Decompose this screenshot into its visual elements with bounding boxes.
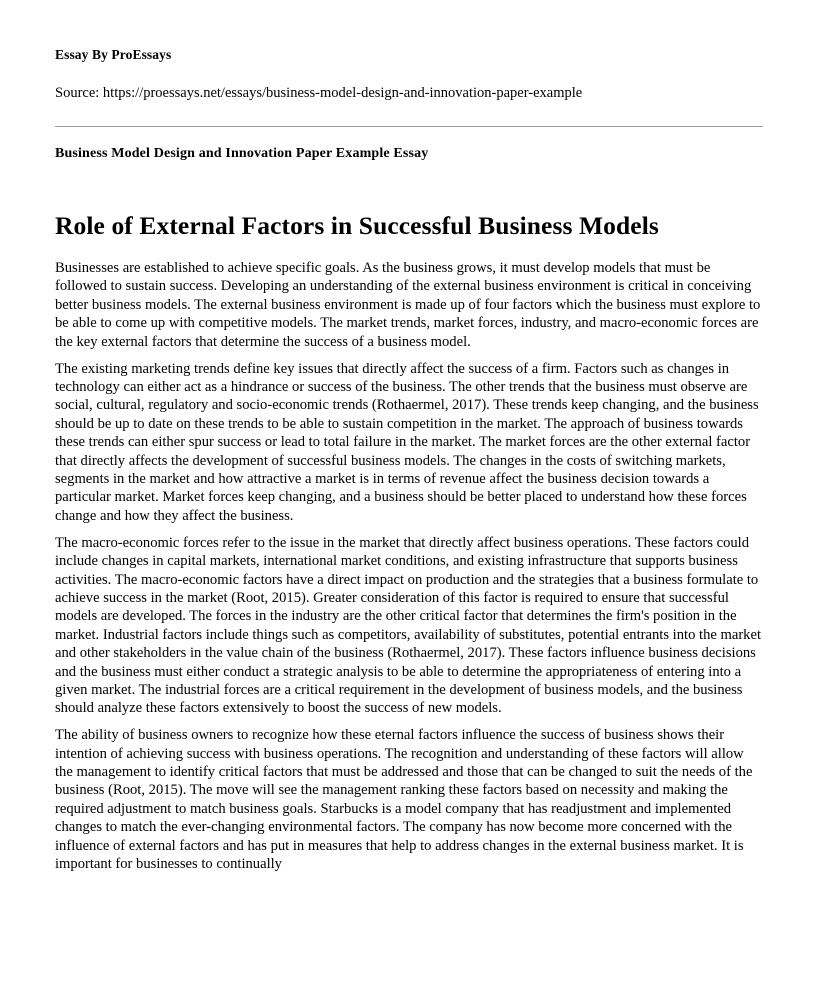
document-brand: Essay By ProEssays (55, 47, 172, 62)
document-subtitle: Business Model Design and Innovation Paper Example Essay (55, 146, 429, 161)
body-paragraph: The macro-economic forces refer to the issue in the market that directly affect business operations. These factors could include changes in capital markets, international market conditions, and existing infrastructure that supports business activities. The macro-economic factors have a direct impact on production and the strategies that a business formulate to achieve success in the market (Root, 2015). Greater consideration of this factor is required to ensure that successful models are developed. The forces in the industry are the other critical factor that determines the firm's position in the market. Industrial factors include things such as competitors, availability of substitutes, potential entrants into the market and other stakeholders in the value chain of the business (Rothaermel, 2017). These factors influence business decisions and the business must either conduct a strategic analysis to be able to determine the appropriateness of entering into a given market. The industrial forces are a critical requirement in the development of business models, and the business should analyze these factors extensively to boost the success of new models. (55, 534, 762, 717)
page-title: Role of External Factors in Successful Business Models (55, 211, 659, 240)
header-divider (55, 126, 763, 127)
body-paragraph: The ability of business owners to recognize how these eternal factors influence the success of business shows their intention of achieving success with business operations. The recognition and understanding of these factors will allow the management to identify critical factors that must be addressed and those that can be changed to suit the needs of the business (Root, 2015). The move will see the management ranking these factors based on necessity and making the required adjustment to match business goals. Starbucks is a model company that has readjustment and implemented changes to match the ever-changing environmental factors. The company has now become more concerned with the influence of external factors and has put in measures that help to address changes in the external business market. It is important for businesses to continually (55, 727, 753, 873)
body-paragraph: Businesses are established to achieve specific goals. As the business grows, it must develop models that must be followed to sustain success. Developing an understanding of the external business environment is critical in conceiving better business models. The external business environment is made up of four factors which the business must explore to be able to come up with competitive models. The market trends, market forces, industry, and macro-economic forces are the key external factors that determine the success of a business model. (55, 260, 761, 350)
document-body (55, 259, 763, 874)
body-paragraph: The existing marketing trends define key issues that directly affect the success of a firm. Factors such as changes in technology can either act as a hindrance or success of the business. The other trends that the business must observe are social, cultural, regulatory and socio-economic trends (Rothaermel, 2017). These trends keep changing, and the business should be up to date on these trends to be able to sustain competition in the market. The approach of business towards these trends can either spur success or lead to total failure in the market. The market forces are the other external factor that directly affects the development of successful business models. The changes in the costs of switching markets, segments in the market and how attractive a market is in terms of revenue affect the business decision towards a particular market. Market forces keep changing, and a business should be better placed to understand how these forces change and how they affect the business. (55, 360, 759, 524)
document-source-url: Source: https://proessays.net/essays/business-model-design-and-innovation-paper-example (55, 85, 583, 101)
